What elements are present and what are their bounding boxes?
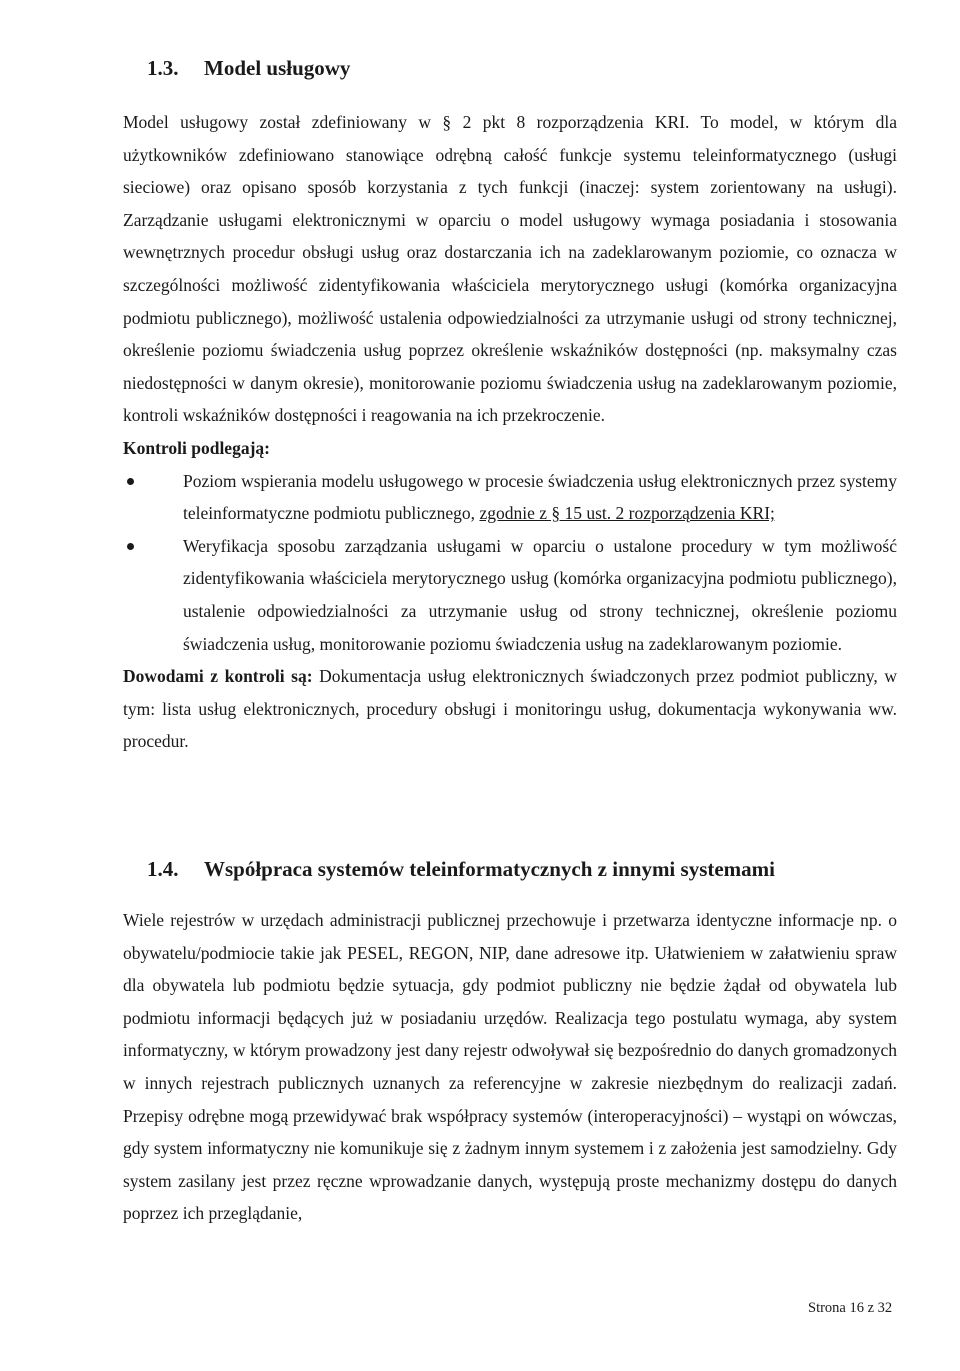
evidence-lead: Dowodami z kontroli są:	[123, 666, 313, 687]
paragraph: Wiele rejestrów w urzędach administracji publicznej przechowuje i przetwarza identyczne informacje np. o obywatelu/podmiocie takie jak PESEL, REGON, NIP, dane adresowe itp. Ułatwieniem w załatwieniu spraw dla obywatela lub podmiotu będzie sytuacja, gdy podmiot publiczny nie będzie żądał od obywatela lub podmiotu informacji będących już w posiadaniu urzędów. Realizacja tego postulatu wymaga, aby system informatyczny, w którym prowadzony jest dany rejestr odwoływał się bezpośrednio do danych gromadzonych w innych rejestrach publicznych uznanych za referencyjne w zakresie niezbędnym do realizacji zadań. Przepisy odrębne mogą przewidywać brak współpracy systemów (interoperacyjności) – wystąpi on wówczas, gdy system informatyczny nie komunikuje się z żadnym innym systemem i z założenia jest samodzielny. Gdy system zasilany jest przez ręczne wprowadzanie danych, występują proste mechanizmy dostępu do danych poprzez ich przeglądanie,	[123, 910, 897, 1224]
section-title: Model usługowy	[204, 56, 351, 80]
evidence-text: Dokumentacja usług elektronicznych świadczonych przez podmiot publiczny, w tym: lista usług elektronicznych, procedury obsługi i monitoringu usług, dokumentacja wykonywania ww. procedur.	[123, 666, 898, 752]
section-number: 1.3.	[147, 56, 179, 80]
page-number: Strona 16 z 32	[808, 1300, 893, 1316]
list-item-text: Weryfikacja sposobu zarządzania usługami w oparciu o ustalone procedury w tym możliwość zidentyfikowania właściciela merytorycznego usług (komórka organizacyjna podmiotu publicznego), ustalenie odpowiedzialności za utrzymanie usług od strony technicznej, określenie poziomu świadczenia usług, monitorowanie poziomu świadczenia usług na zadeklarowanym poziomie.	[183, 535, 897, 654]
list-item	[123, 465, 897, 530]
bullet-icon	[127, 543, 134, 550]
section-1-3-body	[123, 106, 897, 758]
regulation-reference: zgodnie z § 15 ust. 2 rozporządzenia KRI;	[479, 503, 775, 524]
list-item	[123, 530, 897, 660]
controls-heading: Kontroli podlegają:	[123, 437, 270, 458]
section-heading-1-3	[147, 56, 350, 81]
section-title: Współpraca systemów teleinformatycznych z innymi systemami	[204, 857, 775, 881]
evidence-paragraph	[123, 660, 897, 758]
section-number: 1.4.	[147, 857, 179, 881]
section-heading-1-4	[147, 857, 775, 882]
bullet-icon	[127, 478, 134, 485]
paragraph: Model usługowy został zdefiniowany w § 2 pkt 8 rozporządzenia KRI. To model, w którym dla użytkowników zdefiniowano stanowiące odrębną całość funkcje systemu teleinformatycznego (usługi sieciowe) oraz opisano sposób korzystania z tych funkcji (inaczej: system zorientowany na usługi). Zarządzanie usługami elektronicznymi w oparciu o model usługowy wymaga posiadania i stosowania wewnętrznych procedur obsługi usług oraz dostarczania ich na zadeklarowanym poziomie, co oznacza w szczególności możliwość zidentyfikowania właściciela merytorycznego usługi (komórka organizacyjna podmiotu publicznego), możliwość ustalenia odpowiedzialności za utrzymanie usługi od strony technicznej, określenie poziomu świadczenia usług poprzez określenie wskaźników dostępności (np. maksymalny czas niedostępności w danym okresie), monitorowanie poziomu świadczenia usług na zadeklarowanym poziomie, kontroli wskaźników dostępności i reagowania na ich przekroczenie.	[123, 112, 897, 426]
controls-list	[123, 465, 897, 661]
list-item-text: Poziom wspierania modelu usługowego w procesie świadczenia usług elektronicznych przez systemy teleinformatyczne podmiotu publicznego,	[183, 470, 897, 524]
section-1-4-body	[123, 904, 897, 1230]
